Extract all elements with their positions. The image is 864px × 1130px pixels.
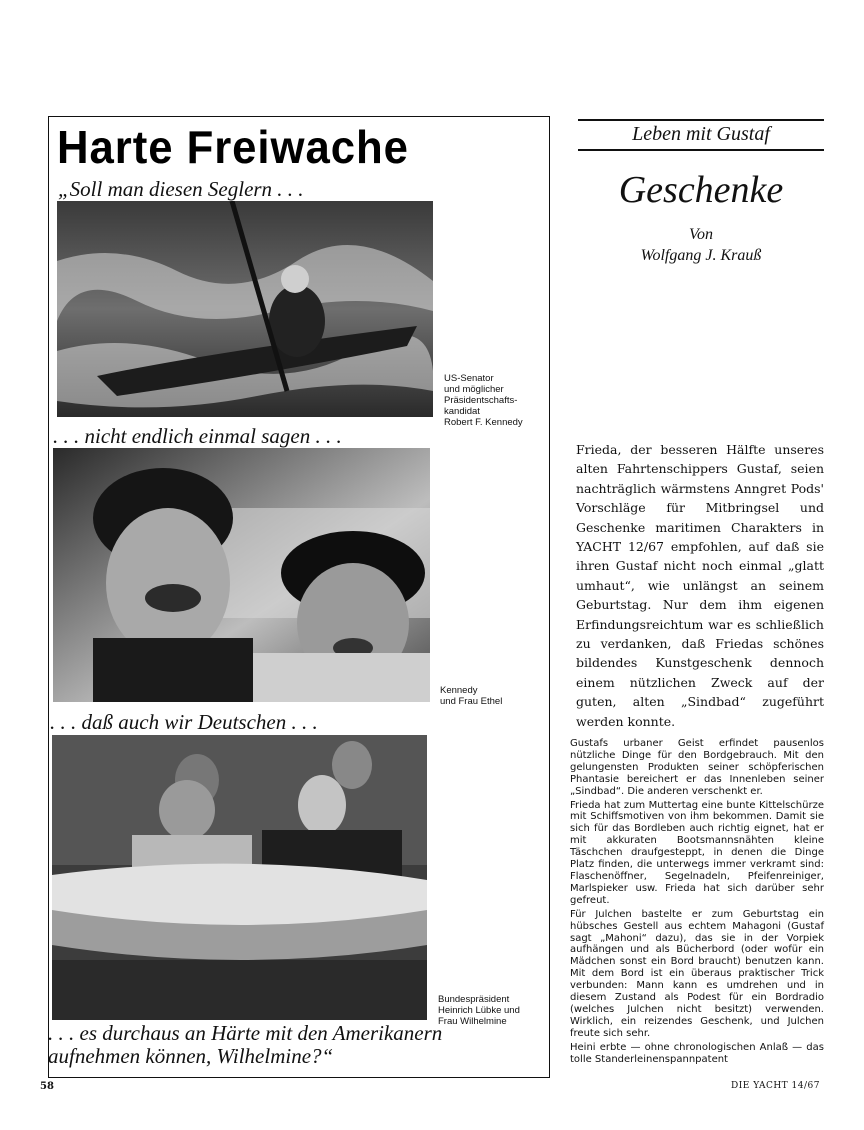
photo-luebke-wilhelmine [52,735,427,1020]
lead-paragraph: Frieda, der besseren Hälfte unseres alten Fahrtenschippers Gustaf, seien nachträglich wärmstens Anngret Pods' Vorschläge für Mitbringsel und Geschenke maritimen Charakters in YACHT 12/67 empfohlen, auf daß sie ihren Gustaf nicht noch einmal „glatt umhaut“, wie unlängst an seinem Geburtstag. Nur dem ihm eigenen Erfindungsreichtum war es schließlich zu verdanken, daß Friedas schönes bildendes Kunstgeschenk dennoch einem nützlichen Zweck auf der guten, alten „Sindbad“ zugeführt werden konnte. [576,442,824,729]
caption-kennedy-kayak: US-Senator und möglicher Präsidentschafts- kandidat Robert F. Kennedy [444,373,523,428]
quote-2: . . . nicht endlich einmal sagen . . . [53,424,342,448]
kicker-rule-top [578,119,824,121]
column-kicker: Leben mit Gustaf [632,123,770,145]
caption-kennedy-ethel: Kennedy und Frau Ethel [440,685,503,707]
body-paragraph: Gustafs urbaner Geist erfindet pausenlos nützliche Dinge für den Bordgebrauch. Mit den gelungensten Produkten seiner schöpferischen Phantasie bereichert er das Innenleben seiner „Sindbad“. Die anderen verschenkt er. [570,738,824,797]
byline-author: Wolfgang J. Krauß [640,247,762,264]
byline-von: Von [689,226,713,243]
caption-luebke: Bundespräsident Heinrich Lübke und Frau Wilhelmine [438,994,520,1027]
body-paragraph: Für Julchen bastelte er zum Geburtstag ein hübsches Gestell aus echtem Mahagoni (Gustaf sagt „Mahoni“ dazu), das sie in der Vorpiek aufhängen und als Bücherbord (oder wofür ein Mädchen sonst ein Bord braucht) benutzen kann. Mit dem Bord ist ein überaus praktischer Trick verbunden: Mann kann es umdrehen und in diesem Zustand als Podest für ein Bordradio (welches Julchen nicht besitzt) verwenden. Wirklich, ein reizendes Geschenk, und Julchen freute sich sehr. [570,908,824,1039]
final-quote-line-1: . . . es durchaus an Härte mit den Amerikanern [48,1021,443,1045]
quote-3: . . . daß auch wir Deutschen . . . [50,710,318,734]
byline [578,224,824,266]
feature-headline: Harte Freiwache [57,121,409,173]
photo-kennedy-ethel [53,448,430,702]
article-body [570,738,824,1067]
body-paragraph: Frieda hat zum Muttertag eine bunte Kittelschürze mit Schiffsmotiven von ihm bekommen. Damit sie sich für das Bordleben auch richtig eignet, hat er mit akkuraten Bootsmannsnähten kleine Täschchen draufgesteppt, in denen die Dinge Platz finden, die unterwegs immer verkramt sind: Flaschenöffner, Segelnadeln, Pfeifenreiniger, Marlspieker usw. Frieda hat sich darüber sehr gefreut. [570,799,824,906]
final-quote-line-2: aufnehmen können, Wilhelmine?“ [48,1044,334,1068]
quote-1: „Soll man diesen Seglern . . . [58,177,304,201]
kicker-rule-bottom [578,149,824,151]
magazine-issue: DIE YACHT 14/67 [731,1081,820,1091]
page-number: 58 [40,1081,54,1092]
article-title: Geschenke [618,169,784,211]
body-paragraph: Heini erbte — ohne chronologischen Anlaß — das tolle Standerleinenspannpatent [570,1041,824,1065]
photo-kayak-kennedy [57,201,433,417]
